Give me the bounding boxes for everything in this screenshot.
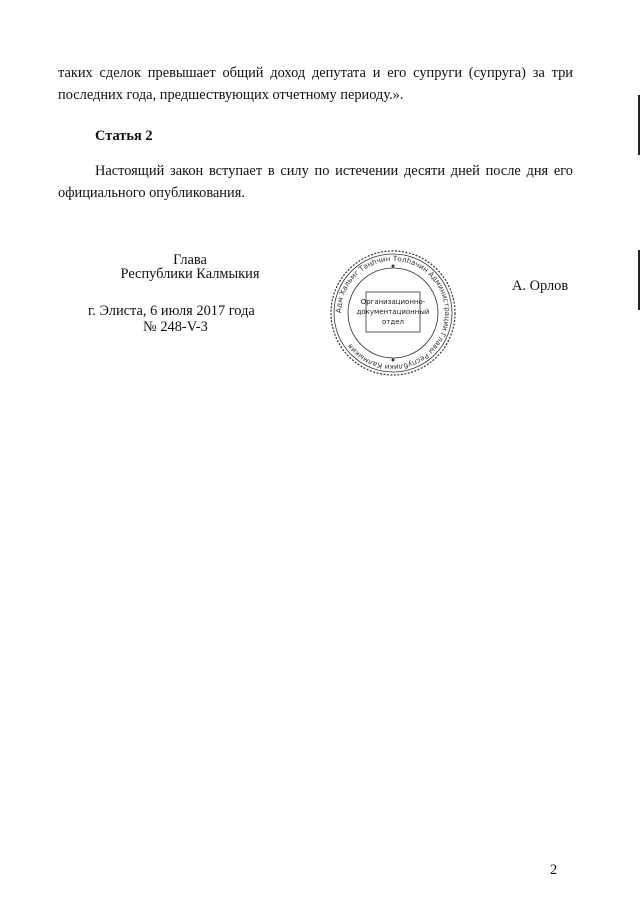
paragraph-line: официального опубликования.: [58, 185, 245, 201]
seal-inner-text: Организационно-: [360, 298, 426, 306]
seal-inner-text: отдел: [382, 318, 404, 326]
paragraph-line: таких сделок превышает общий доход депутата и его супруги (супруга) за три: [58, 65, 573, 81]
paragraph-line: Настоящий закон вступает в силу по истечении десяти дней после дня его: [95, 163, 573, 179]
seal-ring-text: Адм Хальмг Таңһчин Толһачин Администрации Главы Республики Калмыкия: [333, 253, 453, 373]
paragraph-article-2: [58, 160, 573, 204]
signatory-title: Глава: [173, 252, 207, 268]
place-and-date: г. Элиста, 6 июля 2017 года: [88, 303, 255, 319]
article-heading: Статья 2: [95, 128, 153, 144]
paragraph-line: последних года, предшествующих отчетному периоду.».: [58, 87, 404, 103]
seal-inner-text: документационный: [356, 308, 430, 316]
signatory-title: Республики Калмыкия: [120, 266, 260, 282]
official-seal: [328, 248, 458, 378]
page-number: 2: [550, 862, 558, 878]
paragraph-continuation: [58, 62, 573, 106]
signer-name: А. Орлов: [512, 278, 569, 294]
law-number: № 248-V-3: [143, 319, 208, 335]
